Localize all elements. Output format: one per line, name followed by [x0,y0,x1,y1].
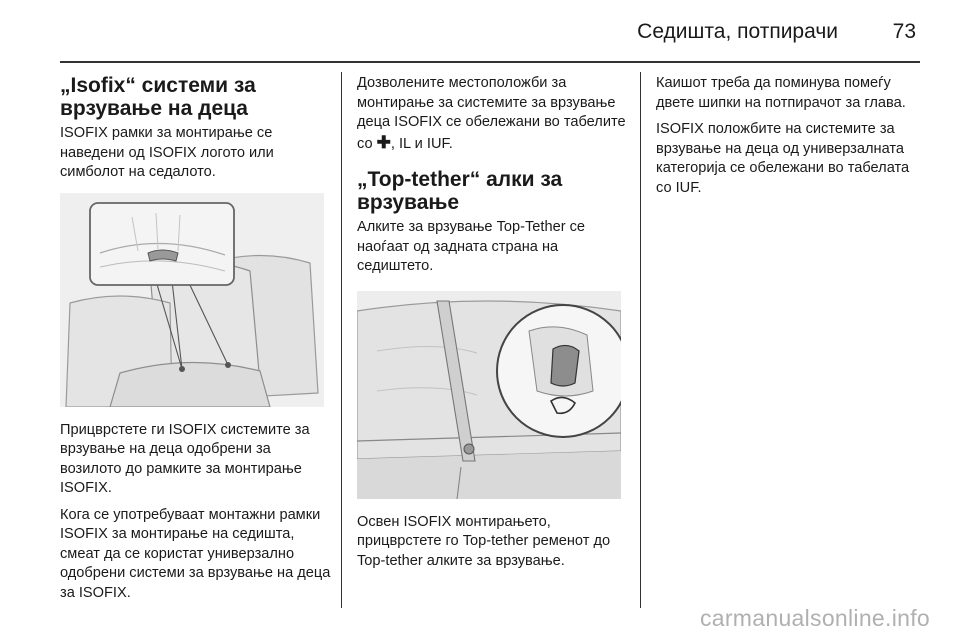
page-header [0,14,960,50]
column-divider-2 [640,72,641,608]
isofix-seat-illustration [60,193,324,407]
paragraph: Освен ISOFIX монтирањето, прицврстете го Top-tether ременот до Top-tether алките за врзување. [357,513,611,569]
top-tether-illustration [357,291,621,499]
plus-symbol-icon: ✚ [376,132,391,152]
section-heading-isofix: „Isofix“ системи за врзување на деца [60,74,256,120]
column-2 [357,74,627,578]
watermark: carmanualsonline.info [699,605,930,631]
paragraph [357,74,627,154]
column-3 [656,74,924,205]
column-divider-1 [341,72,342,608]
column-1 [60,74,332,610]
page-title: Седишта, потпирачи [637,20,838,43]
header-divider [60,61,920,63]
paragraph: Алките за врзување Top-Tether се наоѓаат од задната страна на седиштето. [357,219,586,274]
paragraph-text: Дозволените местоположби за монтирање за системите за врзување деца ISOFIX се обележани во табелите со [357,75,626,152]
page-number: 73 [892,20,916,43]
paragraph: Кога се употребуваат монтажни рамки ISOFIX за монтирање на седишта, смеат да се користат универзално одобрени системи за врзување на деца за ISOFIX. [60,506,331,601]
paragraph: Прицврстете ги ISOFIX системите за врзување на деца одобрени за возилото до рамките за монтирање ISOFIX. [60,421,310,496]
paragraph-text: , IL и IUF. [390,135,453,152]
paragraph: ISOFIX положбите на системите за врзување на деца од универзалната категорија се обележани во табелата со IUF. [656,121,910,196]
paragraph: ISOFIX рамки за монтирање се наведени од ISOFIX логото или симболот на седалото. [60,125,274,180]
section-heading-top-tether: „Top-tether“ алки за врзување [357,168,563,214]
paragraph: Каишот треба да поминува помеѓу двете шипки на потпирачот за глава. [656,75,906,111]
